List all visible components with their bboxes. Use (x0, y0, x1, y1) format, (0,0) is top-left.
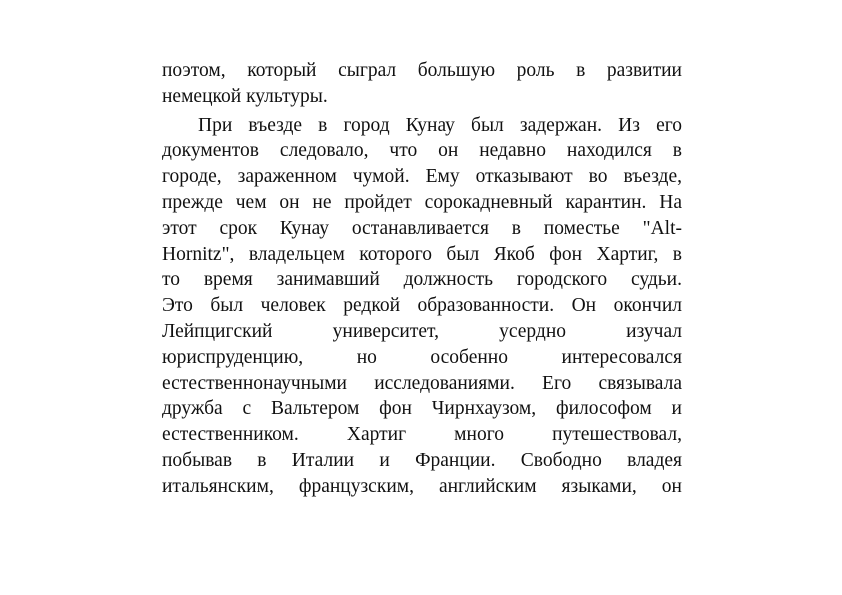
text-line: При въезде в город Кунау был задержан. Из его (198, 114, 682, 136)
text-line: немецкой культуры. (162, 85, 328, 107)
text-line: Это был человек редкой образованности. Он окончил (162, 295, 682, 317)
text-line: городе, зараженном чумой. Ему отказывают во въезде, (162, 166, 682, 188)
paragraph-2 (162, 113, 682, 500)
text-line: документов следовало, что он недавно находился в (162, 140, 682, 162)
text-line: этот срок Кунау останавливается в поместье "Alt- (162, 217, 682, 239)
text-line: поэтом, который сыграл большую роль в развитии (162, 60, 682, 81)
text-line: побывав в Италии и Франции. Свободно владея (162, 449, 682, 471)
text-line: дружба с Вальтером фон Чирнхаузом, философом и (162, 398, 682, 420)
text-line: естественником. Хартиг много путешествовал, (162, 424, 682, 446)
text-line: естественнонаучными исследованиями. Его связывала (162, 372, 682, 394)
paragraph-1 (162, 58, 682, 110)
text-line: итальянским, французским, английским языками, он (162, 475, 682, 497)
text-line: то время занимавший должность городского судьи. (162, 269, 682, 291)
text-line: прежде чем он не пройдет сорокадневный карантин. На (162, 191, 682, 213)
text-line: Hornitz", владельцем которого был Якоб фон Хартиг, в (162, 243, 682, 265)
body-text (162, 58, 682, 500)
text-line: юриспруденцию, но особенно интересовался (162, 346, 682, 368)
text-line: Лейпцигский университет, усердно изучал (162, 320, 682, 342)
